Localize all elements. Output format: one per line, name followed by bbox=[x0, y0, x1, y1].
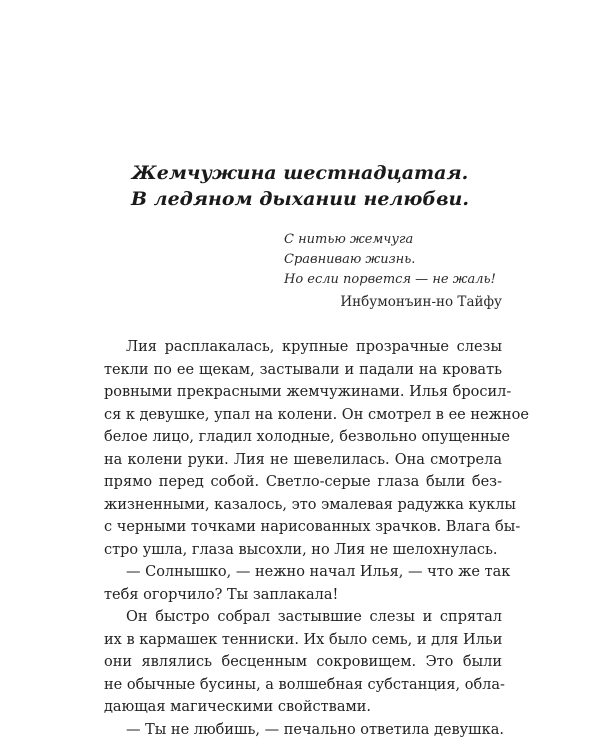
paragraph-line: белое лицо, гладил холодные, безвольно опущенные bbox=[104, 429, 510, 445]
paragraph-line: Лия расплакалась, крупные прозрачные слезы bbox=[126, 339, 502, 355]
paragraph-line: — Солнышко, — нежно начал Илья, — что же так bbox=[126, 564, 511, 580]
paragraph-line: Он быстро собрал застывшие слезы и спрятал bbox=[126, 609, 502, 625]
epigraph-line: Но если порвется — не жаль! bbox=[284, 272, 496, 287]
chapter-title bbox=[0, 160, 600, 212]
paragraph-line: прямо перед собой. Светло-серые глаза были без- bbox=[104, 474, 502, 490]
paragraph-line: — Ты не любишь, — печально ответила девушка. bbox=[126, 721, 504, 738]
paragraph-line: ся к девушке, упал на колени. Он смотрел в ее нежное bbox=[104, 406, 529, 423]
epigraph-line: С нитью жемчуга bbox=[284, 232, 414, 247]
paragraph-line: ровными прекрасными жемчужинами. Илья бросил- bbox=[104, 384, 512, 400]
chapter-title-line-1: Жемчужина шестнадцатая. bbox=[131, 162, 469, 184]
paragraph-line: их в кармашек тенниски. Их было семь, и для Ильи bbox=[104, 631, 503, 648]
paragraph-line: дающая магическими свойствами. bbox=[104, 699, 372, 715]
paragraph-line: на колени руки. Лия не шевелилась. Она смотрела bbox=[104, 451, 502, 468]
epigraph bbox=[284, 230, 524, 290]
epigraph-author: Инбумонъин-но Тайфу bbox=[340, 294, 502, 310]
paragraph-line: текли по ее щекам, застывали и падали на кровать bbox=[104, 361, 502, 378]
paragraph-line: не обычные бусины, а волшебная субстанция, обла- bbox=[104, 676, 505, 693]
paragraph-line: с черными точками нарисованных зрачков. Влага бы- bbox=[104, 519, 521, 535]
epigraph-line: Сравниваю жизнь. bbox=[284, 252, 416, 267]
paragraph-line: тебя огорчило? Ты заплакала! bbox=[104, 586, 339, 603]
chapter-title-line-2: В ледяном дыхании нелюбви. bbox=[131, 188, 469, 210]
paragraph-line: они являлись бесценным сокровищем. Это были bbox=[104, 654, 502, 670]
paragraph-line: жизненными, казалось, это эмалевая радужка куклы bbox=[104, 496, 516, 513]
paragraph-line: стро ушла, глаза высохли, но Лия не шелохнулась. bbox=[104, 541, 498, 558]
body-text bbox=[104, 336, 529, 741]
